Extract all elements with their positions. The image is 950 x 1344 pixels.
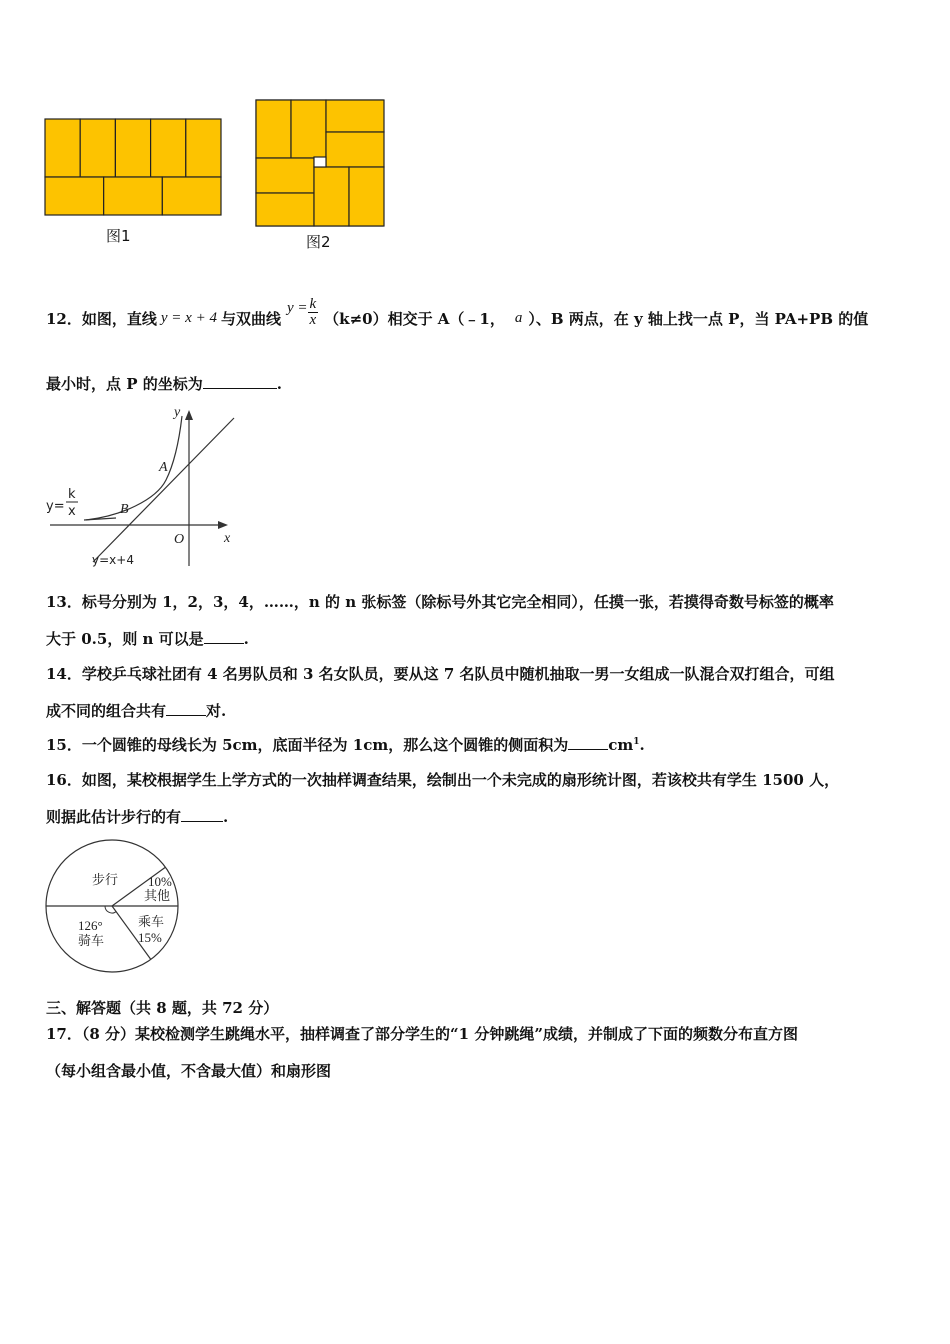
fig2-tile [326,132,384,167]
q12-hyperbola-label-lhs: y= [46,499,65,514]
q13-line2-text: 大于 0.5，则 n 可以是 [46,630,204,648]
fig2-tile [256,100,291,158]
q12-mid: 与双曲线 [220,309,281,328]
q12-line [93,418,234,562]
question-14-line-2 [46,700,226,721]
q12-hyperbola [86,416,182,520]
q12-line-label: y=x+4 [92,553,134,567]
q12-hyperbola-lhs: y = [286,299,308,316]
q12-line-equation: y = x + 4 [160,309,217,326]
q15-superscript: 1 [633,737,640,747]
fig2-tile [291,100,326,158]
question-14-line-1: 14．学校乒乓球社团有 4 名男队员和 3 名女队员，要从这 7 名队员中随机抽取一男一女组成一队混合双打组合，可组 [46,665,835,683]
fig2-tile [256,158,314,193]
q16-answer-blank [181,807,223,822]
q12-y-arrow [185,410,193,420]
q12-hyperbola-fraction [308,297,319,328]
pie-label-other-percent: 10% [148,874,172,889]
q14-answer-blank [166,701,206,716]
fig2-tile [314,167,349,226]
q12-answer-blank [203,374,277,389]
figure-1-caption: 图1 [106,227,131,245]
fig2-tile [326,100,384,132]
q12-a-variable: a [514,309,523,326]
q15-text: 15．一个圆锥的母线长为 5cm，底面半径为 1cm，那么这个圆锥的侧面积为 [46,736,569,754]
pie-label-other: 其他 [144,888,171,903]
pie-label-bus: 乘车 [138,914,165,929]
q16-end: . [223,808,229,826]
q12-hyperbola-label-num: k [68,487,76,502]
q12-prefix: 如图，直线 [81,309,157,328]
q12-line2-text: 最小时，点 P 的坐标为 [46,375,203,393]
q12-end: . [276,375,282,393]
question-16-line-2 [46,806,228,827]
q15-answer-blank [568,735,608,750]
q15-unit: cm [608,736,634,754]
question-12-line-2 [46,373,282,394]
fig1-tile [151,119,186,177]
q12-fraction-denominator: x [309,311,317,328]
pie-label-walk: 步行 [92,872,119,887]
fig2-tile [256,193,314,226]
q12-condition: （k≠0）相交于 A（﹣1， [324,309,505,328]
pie-label-bike: 骑车 [78,933,105,948]
q12-hyperbola-label-den: x [68,504,76,519]
q12-fraction-numerator: k [309,295,317,312]
tiling-figure-1 [44,118,224,220]
q16-line2-text: 则据此估计步行的有 [46,808,182,826]
q12-number: 12． [46,309,82,328]
fig1-tile [45,177,104,215]
question-17-line-2: （每小组含最小值，不含最大值）和扇形图 [46,1062,332,1080]
tiling-figure-2 [255,99,386,228]
q15-end: . [639,736,645,754]
q14-end: 对. [206,702,227,720]
fig1-tile [162,177,221,215]
fig1-tile [115,119,150,177]
question-13-line-2 [46,628,249,649]
q13-end: . [243,630,249,648]
question-17-line-1: 17．（8 分）某校检测学生跳绳水平，抽样调查了部分学生的“1 分钟跳绳”成绩，并制成了下面的频数分布直方图 [46,1025,798,1043]
section-3-title: 三、解答题（共 8 题，共 72 分） [46,999,279,1017]
fig1-tile [104,177,163,215]
question-13-line-1: 13．标号分别为 1，2，3，4，……，n 的 n 张标签（除标号外其它完全相同），任摸一张，若摸得奇数号标签的概率 [46,593,834,611]
question-16-line-1: 16．如图，某校根据学生上学方式的一次抽样调查结果，绘制出一个未完成的扇形统计图，若该校共有学生 1500 人， [46,771,840,789]
question-12-line-1 [46,288,868,348]
fig2-center-hole [314,157,326,167]
q12-x-arrow [218,521,228,529]
pie-label-bus-percent: 15% [138,930,162,945]
fig1-tile [186,119,221,177]
fig1-tile [80,119,115,177]
q12-graph [46,402,246,570]
q12-label-a: A [159,460,168,475]
q12-label-y: y [174,405,181,420]
pie-label-bike-degrees: 126° [78,918,103,933]
q14-line2-text: 成不同的组合共有 [46,702,167,720]
q12-label-x: x [224,531,231,546]
fig2-tile [349,167,384,226]
q13-answer-blank [204,629,244,644]
question-15 [46,734,645,755]
fig1-tile [45,119,80,177]
figure-2-caption: 图2 [306,233,331,251]
q12-label-origin: O [174,532,185,547]
q12-label-b: B [120,502,129,517]
q12-rest: ）、B 两点，在 y 轴上找一点 P，当 PA+PB 的值 [528,309,869,328]
q16-pie-chart [44,834,194,978]
